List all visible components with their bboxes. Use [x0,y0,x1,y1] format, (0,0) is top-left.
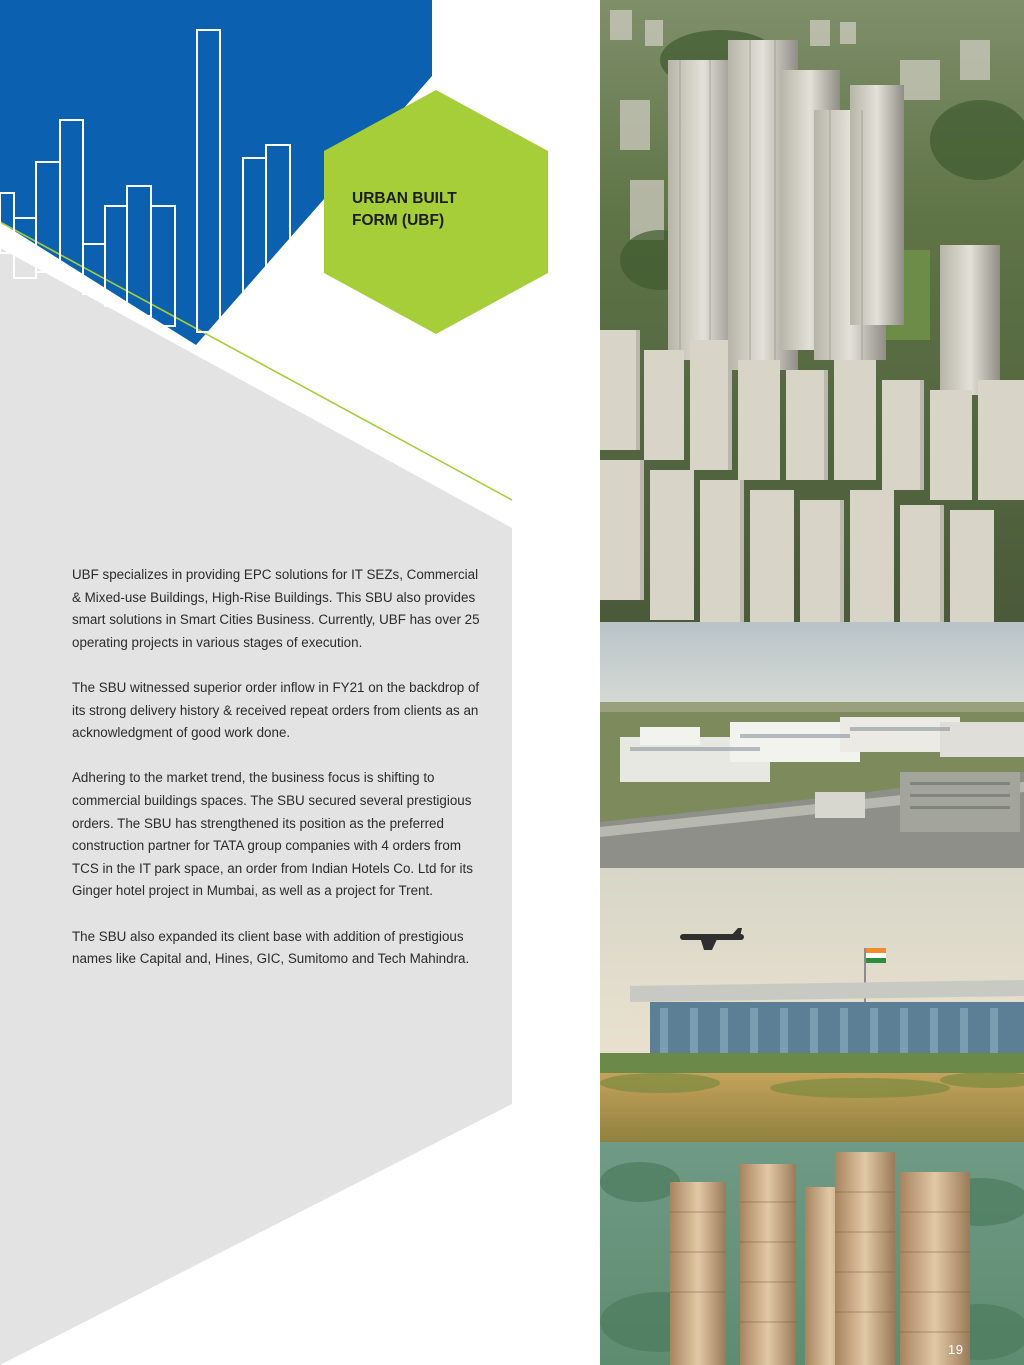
photo-aerial-township [600,0,1024,622]
body-text [72,564,482,993]
section-title-line-1: URBAN BUILT [352,190,457,207]
page-number: 19 [948,1342,964,1357]
section-title-line-2: FORM (UBF) [352,212,445,229]
section-title [352,188,522,232]
photo-it-campus [600,622,1024,868]
photo-airport-terminal [600,868,1024,1142]
paragraph-3: Adhering to the market trend, the business focus is shifting to commercial buildings spaces. The SBU secured several prestigious orders. The SBU has strengthened its position as the preferred construction partner for TATA group companies with 4 orders from TCS in the IT park space, an order from Indian Hotels Co. Ltd for its Ginger hotel project in Mumbai, as well as a project for Trent. [72,770,473,899]
photo-residential-towers [600,1142,1024,1365]
paragraph-2: The SBU witnessed superior order inflow in FY21 on the backdrop of its strong delivery history & received repeat orders from clients as an acknowledgment of good work done. [72,679,480,741]
paragraph-1: UBF specializes in providing EPC solutions for IT SEZs, Commercial & Mixed-use Buildings, High-Rise Buildings. This SBU also provides smart solutions in Smart Cities Business. Currently, UBF has over 25 operating projects in various stages of execution. [72,567,480,650]
paragraph-4: The SBU also expanded its client base with addition of prestigious names like Capital and, Hines, GIC, Sumitomo and Tech Mahindra. [72,928,470,967]
